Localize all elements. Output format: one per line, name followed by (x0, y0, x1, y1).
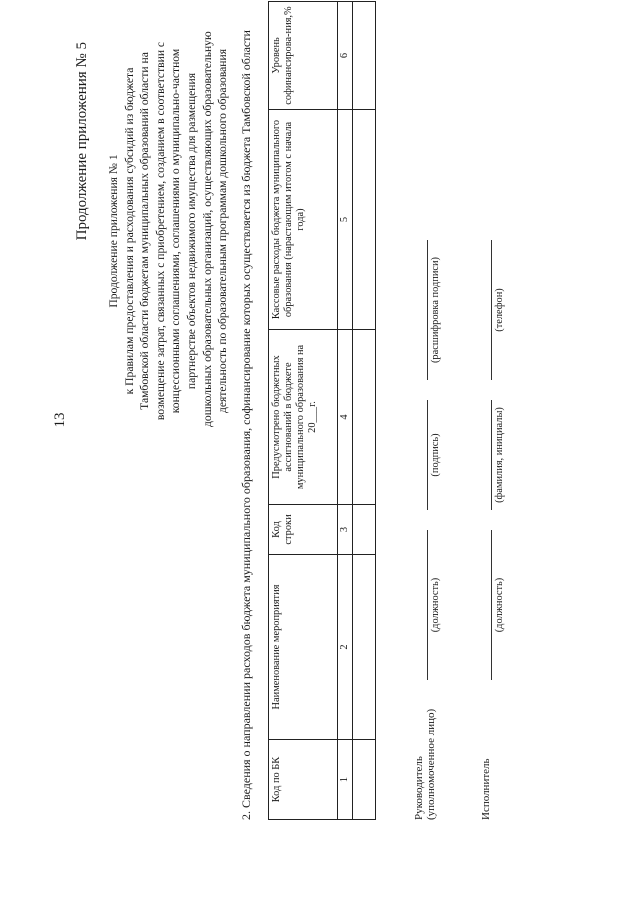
table-column-numbers-row (338, 2, 353, 820)
preamble-line: концессионными соглашениями, соглашениями о муниципально-частном (169, 48, 183, 414)
table-cell (353, 330, 376, 505)
caption-position: (должность) (430, 577, 441, 633)
caption-signature-decoding: (расшифровка подписи) (430, 256, 441, 364)
table-cell (353, 2, 376, 110)
caption-name-initials: (фамилия, инициалы) (494, 407, 505, 503)
caption-phone: (телефон) (494, 288, 505, 332)
column-number: 3 (338, 505, 353, 555)
executor-position-line (491, 530, 492, 680)
column-header-measure-name: Наименование мероприятия (269, 555, 338, 740)
section-heading: 2. Сведения о направлении расходов бюджета муниципального образования, софинансирование которых осуществляется из бюджета Тамбовской области (239, 30, 253, 820)
preamble-line: деятельность по образовательным программам дошкольного образования (216, 48, 230, 414)
table-empty-row (353, 2, 376, 820)
continuation-label: Продолжение приложения № 5 (74, 42, 90, 241)
preamble-line: Продолжение приложения № 1 (107, 154, 120, 308)
appendix-preamble (106, 31, 231, 427)
head-position-line (427, 530, 428, 680)
column-number: 2 (338, 555, 353, 740)
column-number: 5 (338, 110, 353, 330)
caption-position: (должность) (494, 577, 505, 633)
column-header-cash-expenses: Кассовые расходы бюджета муниципального образования (нарастающим итогом с начала года) (269, 110, 338, 330)
table-cell (353, 740, 376, 820)
page-number: 13 (52, 412, 68, 428)
executor-name-line (491, 400, 492, 510)
column-number: 1 (338, 740, 353, 820)
column-header-bk-code: Код по БК (269, 740, 338, 820)
caption-signature: (подпись) (430, 433, 441, 477)
column-header-allocations: Предусмотрено бюджетных ассигнований в бюджете муниципального образования на 20___г. (269, 330, 338, 505)
head-name-line (427, 240, 428, 380)
table-cell (353, 555, 376, 740)
table-cell (353, 110, 376, 330)
column-header-cofinancing-level: Уровень софинансирова-ния,% (269, 2, 338, 110)
preamble-line: дошкольных образовательных организаций, осуществляющих образовательную (200, 31, 214, 427)
preamble-line: Тамбовской области бюджетам муниципальных образований области на (138, 52, 152, 410)
head-signatory-label: Руководитель (уполномоченное лицо) (413, 708, 437, 820)
executor-label: Исполнитель (480, 758, 492, 820)
preamble-line: партнерстве объектов недвижимого имущества для размещения (184, 72, 198, 390)
table-cell (353, 505, 376, 555)
column-header-row-code: Код строки (269, 505, 338, 555)
preamble-line: возмещение затрат, связанных с приобретением, созданием в соответствии с (153, 41, 167, 421)
preamble-line: к Правилам предоставления и расходования субсидий из бюджета (122, 67, 136, 395)
expenditure-table (268, 1, 376, 820)
executor-phone-line (491, 240, 492, 380)
table-header-row (269, 2, 338, 820)
head-signature-line (427, 400, 428, 510)
column-number: 4 (338, 330, 353, 505)
column-number: 6 (338, 2, 353, 110)
